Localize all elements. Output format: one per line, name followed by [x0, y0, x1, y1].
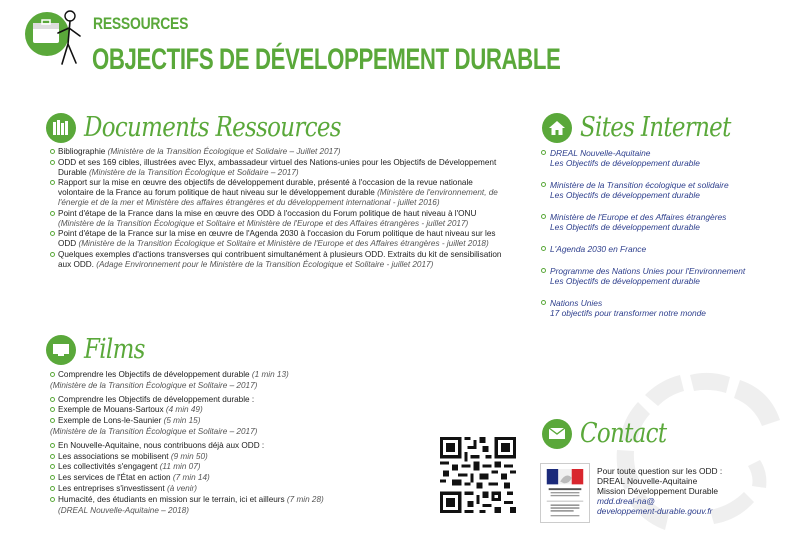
- list-item[interactable]: Rapport sur la mise en œuvre des objectifs de développement durable, présenté à l'occasion de la revue nationale volontaire de la France au forum politique de haut niveau sur le développement durable (Ministère de l'environnement, de l'énergie et de la mer et Ministère des affaires étrangères et du développement international - juillet 2016): [50, 178, 508, 207]
- film-source: (DREAL Nouvelle-Aquitaine – 2018): [58, 505, 189, 515]
- books-icon: [46, 113, 76, 143]
- contact-email-domain[interactable]: developpement-durable.gouv.fr: [597, 506, 713, 516]
- film-group-heading: Comprendre les Objectifs de développement durable :: [50, 395, 430, 405]
- sites-list: [550, 148, 775, 330]
- documents-list: [50, 147, 508, 271]
- film-item[interactable]: Les entreprises s'investissent (à venir): [50, 484, 430, 494]
- list-item[interactable]: Point d'étape de la France sur la mise en œuvre de l'Agenda 2030 à l'occasion du Forum politique de haut niveau sur les ODD (Ministère de la Transition Écologique et Solitaire et Ministère de l'Europe et des Affaires étrangères - juillet 2018): [50, 229, 508, 249]
- ressources-figure-icon: [22, 6, 88, 72]
- contact-email[interactable]: mdd.dreal-na@: [597, 496, 655, 506]
- documents-section-header: [46, 112, 386, 143]
- list-item[interactable]: ODD et ses 169 cibles, illustrées avec Elyx, ambassadeur virtuel des Nations-unies pour les Objectifs de Développement Durable (Ministère de la Transition Écologique et Solidaire – 2017): [50, 158, 508, 178]
- qr-code-icon: [440, 437, 516, 513]
- films-section-header: [46, 334, 155, 365]
- list-item[interactable]: Quelques exemples d'actions transverses qui contribuent simultanément à plusieurs ODD. Extraits du kit de sensibilisation aux ODD. (Adage Environnement pour le Ministère de la Transition Écologique et Solitaire - juillet 2017): [50, 250, 508, 270]
- film-item[interactable]: Les collectivités s'engagent (11 min 07): [50, 462, 430, 472]
- film-item[interactable]: Les services de l'État en action (7 min 14): [50, 473, 430, 483]
- films-list: [50, 370, 430, 515]
- list-item[interactable]: Bibliographie (Ministère de la Transition Écologique et Solidaire – Juillet 2017): [50, 147, 508, 157]
- header-kicker: RESSOURCES: [93, 14, 189, 33]
- sites-section-header: [542, 112, 757, 143]
- film-item[interactable]: Humacité, des étudiants en mission sur le terrain, ici et ailleurs (7 min 28): [50, 495, 430, 505]
- film-screen-icon: [46, 335, 76, 365]
- film-item[interactable]: Comprendre les Objectifs de développement durable (1 min 13): [50, 370, 430, 380]
- contact-section-title: Contact: [580, 418, 667, 449]
- republique-francaise-logo: [540, 463, 590, 523]
- sites-section-title: Sites Internet: [580, 112, 731, 143]
- films-section-title: Films: [84, 334, 145, 365]
- site-link[interactable]: Ministère de la Transition écologique et solidaire Les Objectifs de développement durable: [550, 180, 775, 200]
- contact-block: [597, 466, 722, 516]
- site-link[interactable]: Programme des Nations Unies pour l'Environnement Les Objectifs de développement durable: [550, 266, 775, 286]
- contact-line: DREAL Nouvelle-Aquitaine: [597, 476, 698, 486]
- documents-section-title: Documents Ressources: [84, 112, 341, 143]
- film-item[interactable]: Exemple de Lons-le-Saunier (5 min 15): [50, 416, 430, 426]
- envelope-icon: [542, 419, 572, 449]
- film-item[interactable]: Exemple de Mouans-Sartoux (4 min 49): [50, 405, 430, 415]
- site-link[interactable]: L'Agenda 2030 en France: [550, 244, 775, 254]
- film-source: (Ministère de la Transition Écologique et Solitaire – 2017): [50, 426, 258, 436]
- site-link[interactable]: Nations Unies 17 objectifs pour transformer notre monde: [550, 298, 775, 318]
- film-item[interactable]: Les associations se mobilisent (9 min 50): [50, 452, 430, 462]
- site-link[interactable]: Ministère de l'Europe et des Affaires étrangères Les Objectifs de développement durable: [550, 212, 775, 232]
- list-item[interactable]: Point d'étape de la France dans la mise en œuvre des ODD à l'occasion du Forum politique de haut niveau à l'ONU (Ministère de la Transition Écologique et Solitaire et Ministère de l'Europe et des Affaires étrangères - juillet 2017): [50, 209, 508, 229]
- film-source: (Ministère de la Transition Écologique et Solitaire – 2017): [50, 380, 258, 390]
- contact-line: Mission Développement Durable: [597, 486, 719, 496]
- contact-line: Pour toute question sur les ODD :: [597, 466, 723, 476]
- home-icon: [542, 113, 572, 143]
- page-title: OBJECTIFS DE DÉVELOPPEMENT DURABLE: [92, 43, 561, 76]
- film-group-heading: En Nouvelle-Aquitaine, nous contribuons déjà aux ODD :: [50, 441, 430, 451]
- site-link[interactable]: DREAL Nouvelle-Aquitaine Les Objectifs de développement durable: [550, 148, 775, 168]
- contact-section-header: [542, 418, 682, 449]
